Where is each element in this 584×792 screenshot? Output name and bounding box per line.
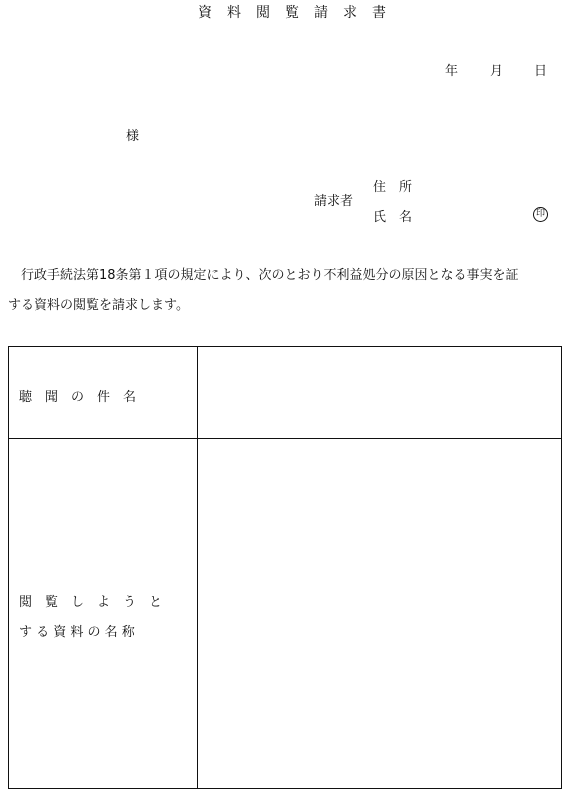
hearing-title-label: 聴 聞 の 件 名 <box>19 390 137 405</box>
document-name-label-line-1: 閲 覧 し よ う と <box>19 595 163 610</box>
document-title: 資料閲覧請求書 <box>198 5 401 21</box>
hearing-title-value <box>198 347 561 438</box>
date-month-label: 月 <box>490 64 504 79</box>
request-form-table <box>8 346 562 789</box>
date-day-label: 日 <box>534 64 548 79</box>
requester-label: 請求者 <box>314 194 354 209</box>
paragraph-line-2: する資料の閲覧を請求します。 <box>8 298 189 313</box>
date-year-label: 年 <box>445 64 459 79</box>
addressee-suffix: 様 <box>126 129 140 144</box>
document-name-label-line-2: す る 資 料 の 名 称 <box>19 625 135 640</box>
document-name-value <box>198 439 561 788</box>
address-label: 住 所 <box>373 180 413 195</box>
seal-mark: 印 <box>533 207 548 222</box>
name-label: 氏 名 <box>373 210 413 225</box>
paragraph-line-1: 行政手続法第18条第１項の規定により、次のとおり不利益処分の原因となる事実を証 <box>8 268 519 283</box>
